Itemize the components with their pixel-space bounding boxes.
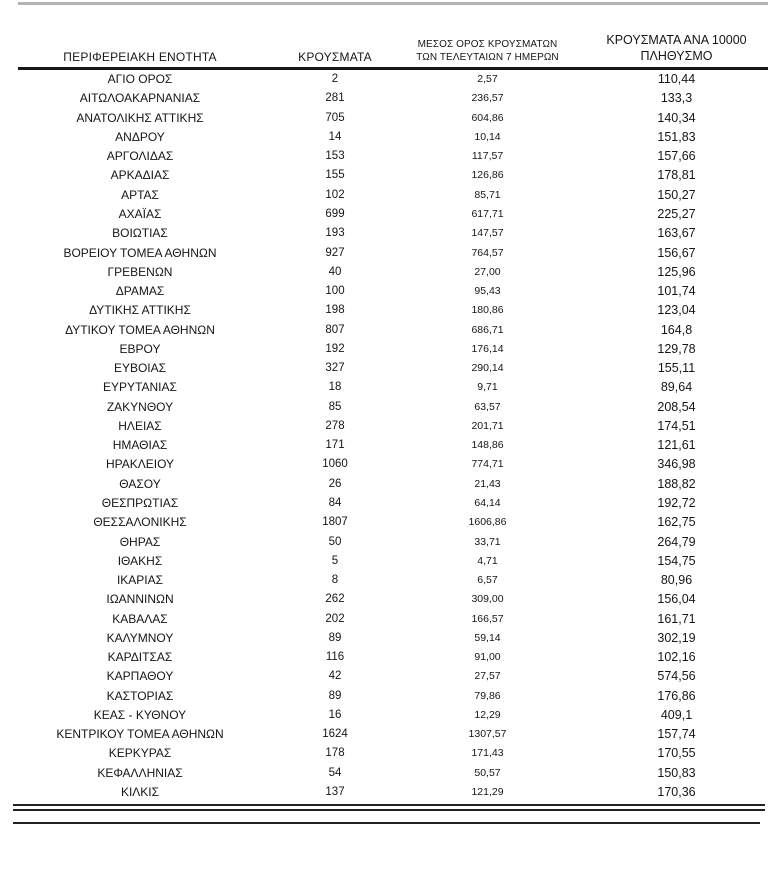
cell-avg-7day: 2,57 bbox=[477, 73, 498, 86]
cell-per-10000: 155,11 bbox=[657, 361, 696, 376]
cases-table bbox=[0, 26, 768, 802]
table-header-row bbox=[0, 26, 768, 67]
cell-per-10000: 151,83 bbox=[657, 129, 696, 144]
cell-region: ΚΕΑΣ - ΚΥΘΝΟΥ bbox=[93, 707, 187, 722]
cell-region: ΘΑΣΟΥ bbox=[119, 476, 161, 491]
cell-per-10000: 133,3 bbox=[660, 91, 693, 106]
table-row bbox=[0, 262, 768, 281]
column-header-per-10000 bbox=[585, 33, 768, 64]
cell-cases: 202 bbox=[325, 612, 345, 625]
cell-per-10000: 140,34 bbox=[657, 110, 696, 125]
cell-avg-7day: 309,00 bbox=[471, 593, 504, 606]
cell-per-10000: 80,96 bbox=[660, 573, 693, 588]
table-row bbox=[0, 416, 768, 435]
cell-region: ΗΡΑΚΛΕΙΟΥ bbox=[105, 457, 175, 472]
cell-per-10000: 574,56 bbox=[657, 669, 696, 684]
cell-avg-7day: 1606,86 bbox=[468, 516, 507, 529]
cell-avg-7day: 12,29 bbox=[474, 708, 501, 721]
cell-region: ΘΗΡΑΣ bbox=[119, 534, 161, 549]
cell-avg-7day: 290,14 bbox=[471, 362, 504, 375]
table-row bbox=[0, 127, 768, 146]
table-row bbox=[0, 532, 768, 551]
cell-cases: 137 bbox=[325, 785, 345, 798]
cell-region: ΕΥΒΟΙΑΣ bbox=[113, 361, 167, 376]
table-row bbox=[0, 436, 768, 455]
cell-cases: 18 bbox=[328, 381, 342, 394]
cell-region: ΚΕΦΑΛΛΗΝΙΑΣ bbox=[97, 765, 183, 780]
cell-cases: 102 bbox=[325, 188, 345, 201]
table-row bbox=[0, 455, 768, 474]
cell-cases: 16 bbox=[328, 708, 342, 721]
table-row bbox=[0, 204, 768, 223]
column-header-cases: ΚΡΟΥΣΜΑΤΑ bbox=[298, 50, 372, 64]
cell-per-10000: 121,61 bbox=[657, 438, 696, 453]
column-header-per-10000-line1: ΚΡΟΥΣΜΑΤΑ ΑΝΑ 10000 bbox=[606, 33, 747, 47]
table-row bbox=[0, 551, 768, 570]
cell-per-10000: 164,8 bbox=[660, 322, 693, 337]
cell-region: ΓΡΕΒΕΝΩΝ bbox=[107, 264, 173, 279]
cell-cases: 262 bbox=[325, 593, 345, 606]
cell-avg-7day: 117,57 bbox=[471, 150, 504, 163]
cell-avg-7day: 180,86 bbox=[471, 304, 504, 317]
cell-avg-7day: 148,86 bbox=[471, 439, 504, 452]
table-bottom-double-rule bbox=[13, 804, 765, 811]
cell-region: ΕΥΡΥΤΑΝΙΑΣ bbox=[103, 380, 177, 395]
cell-region: ΑΓΙΟ ΟΡΟΣ bbox=[107, 72, 173, 87]
cell-avg-7day: 50,57 bbox=[474, 766, 501, 779]
cell-cases: 705 bbox=[325, 111, 345, 124]
cell-avg-7day: 85,71 bbox=[474, 188, 501, 201]
table-row bbox=[0, 147, 768, 166]
table-row bbox=[0, 301, 768, 320]
cell-cases: 155 bbox=[325, 169, 345, 182]
table-row bbox=[0, 647, 768, 666]
cell-cases: 198 bbox=[325, 304, 345, 317]
cell-per-10000: 110,44 bbox=[657, 72, 696, 87]
table-body bbox=[0, 70, 768, 802]
cell-region: ΕΒΡΟΥ bbox=[119, 341, 161, 356]
table-row bbox=[0, 108, 768, 127]
cell-cases: 278 bbox=[325, 419, 345, 432]
cell-avg-7day: 6,57 bbox=[477, 574, 498, 587]
cell-per-10000: 178,81 bbox=[657, 168, 696, 183]
column-header-7day-average-line2: ΤΩΝ ΤΕΛΕΥΤΑΙΩΝ 7 ΗΜΕΡΩΝ bbox=[416, 52, 559, 63]
cell-cases: 192 bbox=[325, 342, 345, 355]
cell-per-10000: 101,74 bbox=[657, 284, 696, 299]
table-row bbox=[0, 763, 768, 782]
cell-per-10000: 154,75 bbox=[657, 553, 696, 568]
cell-region: ΔΥΤΙΚΗΣ ΑΤΤΙΚΗΣ bbox=[89, 303, 191, 318]
cell-cases: 281 bbox=[325, 92, 345, 105]
table-row bbox=[0, 397, 768, 416]
cell-cases: 50 bbox=[328, 535, 342, 548]
cell-region: ΑΝΑΤΟΛΙΚΗΣ ΑΤΤΙΚΗΣ bbox=[76, 110, 204, 125]
cell-cases: 5 bbox=[331, 554, 339, 567]
cell-per-10000: 264,79 bbox=[657, 534, 696, 549]
cell-cases: 1807 bbox=[322, 516, 348, 529]
cell-cases: 927 bbox=[325, 246, 345, 259]
cell-region: ΑΧΑΪΑΣ bbox=[118, 206, 162, 221]
table-row bbox=[0, 609, 768, 628]
cell-cases: 85 bbox=[328, 400, 342, 413]
cell-avg-7day: 9,71 bbox=[477, 381, 498, 394]
cell-avg-7day: 604,86 bbox=[471, 111, 504, 124]
cell-region: ΚΑΒΑΛΑΣ bbox=[112, 611, 168, 626]
cell-per-10000: 162,75 bbox=[657, 515, 696, 530]
cell-avg-7day: 63,57 bbox=[474, 400, 501, 413]
cell-avg-7day: 79,86 bbox=[474, 689, 501, 702]
cell-region: ΚΑΡΠΑΘΟΥ bbox=[106, 669, 174, 684]
cell-avg-7day: 95,43 bbox=[474, 285, 501, 298]
table-row bbox=[0, 243, 768, 262]
cell-per-10000: 150,27 bbox=[657, 187, 696, 202]
cell-per-10000: 176,86 bbox=[657, 688, 696, 703]
cell-cases: 178 bbox=[325, 747, 345, 760]
cell-avg-7day: 236,57 bbox=[471, 92, 504, 105]
cell-region: ΑΝΔΡΟΥ bbox=[115, 129, 165, 144]
cell-per-10000: 170,55 bbox=[657, 746, 696, 761]
cell-cases: 807 bbox=[325, 323, 345, 336]
cell-per-10000: 89,64 bbox=[660, 380, 693, 395]
table-row bbox=[0, 570, 768, 589]
cell-region: ΙΘΑΚΗΣ bbox=[117, 553, 163, 568]
table-row bbox=[0, 224, 768, 243]
table-row bbox=[0, 166, 768, 185]
cell-cases: 54 bbox=[328, 766, 342, 779]
cell-per-10000: 192,72 bbox=[657, 495, 696, 510]
cell-cases: 171 bbox=[325, 439, 345, 452]
cell-per-10000: 157,66 bbox=[657, 149, 696, 164]
cell-cases: 100 bbox=[325, 285, 345, 298]
cell-region: ΒΟΙΩΤΙΑΣ bbox=[112, 226, 168, 241]
cell-region: ΑΡΚΑΔΙΑΣ bbox=[110, 168, 170, 183]
cell-per-10000: 225,27 bbox=[657, 206, 696, 221]
cell-avg-7day: 64,14 bbox=[474, 496, 501, 509]
cell-per-10000: 409,1 bbox=[660, 707, 693, 722]
cell-avg-7day: 33,71 bbox=[474, 535, 501, 548]
table-row bbox=[0, 474, 768, 493]
cell-cases: 89 bbox=[328, 631, 342, 644]
table-row bbox=[0, 686, 768, 705]
cell-avg-7day: 176,14 bbox=[471, 342, 504, 355]
cell-cases: 14 bbox=[328, 130, 342, 143]
table-row bbox=[0, 320, 768, 339]
cell-per-10000: 150,83 bbox=[657, 765, 696, 780]
cell-region: ΚΑΣΤΟΡΙΑΣ bbox=[106, 688, 174, 703]
table-row bbox=[0, 89, 768, 108]
cell-avg-7day: 4,71 bbox=[477, 554, 498, 567]
cell-per-10000: 302,19 bbox=[657, 630, 696, 645]
cell-avg-7day: 10,14 bbox=[474, 130, 501, 143]
table-row bbox=[0, 705, 768, 724]
cell-cases: 153 bbox=[325, 150, 345, 163]
cell-region: ΚΕΡΚΥΡΑΣ bbox=[108, 746, 172, 761]
cell-avg-7day: 774,71 bbox=[471, 458, 504, 471]
column-header-regional-unit: ΠΕΡΙΦΕΡΕΙΑΚΗ ΕΝΟΤΗΤΑ bbox=[63, 50, 217, 64]
cell-region: ΑΙΤΩΛΟΑΚΑΡΝΑΝΙΑΣ bbox=[79, 91, 201, 106]
cell-cases: 2 bbox=[331, 73, 339, 86]
cell-per-10000: 157,74 bbox=[657, 727, 696, 742]
cell-per-10000: 346,98 bbox=[657, 457, 696, 472]
column-header-per-10000-line2: ΠΛΗΘΥΣΜΟ bbox=[640, 48, 713, 63]
cell-region: ΔΥΤΙΚΟΥ ΤΟΜΕΑ ΑΘΗΝΩΝ bbox=[65, 322, 215, 337]
table-row bbox=[0, 744, 768, 763]
cell-region: ΚΑΛΥΜΝΟΥ bbox=[106, 630, 174, 645]
cell-cases: 84 bbox=[328, 496, 342, 509]
table-row bbox=[0, 70, 768, 89]
top-divider-rule bbox=[18, 2, 768, 5]
cell-per-10000: 156,67 bbox=[657, 245, 696, 260]
table-row bbox=[0, 725, 768, 744]
cell-per-10000: 129,78 bbox=[657, 341, 696, 356]
table-row bbox=[0, 281, 768, 300]
cell-avg-7day: 686,71 bbox=[471, 323, 504, 336]
cell-per-10000: 123,04 bbox=[657, 303, 696, 318]
cell-cases: 699 bbox=[325, 207, 345, 220]
cell-cases: 89 bbox=[328, 689, 342, 702]
cell-avg-7day: 617,71 bbox=[471, 207, 504, 220]
cell-cases: 116 bbox=[325, 651, 345, 664]
table-row bbox=[0, 358, 768, 377]
cell-per-10000: 125,96 bbox=[657, 264, 696, 279]
cell-cases: 327 bbox=[325, 362, 345, 375]
cell-cases: 8 bbox=[331, 574, 339, 587]
cell-region: ΙΚΑΡΙΑΣ bbox=[116, 573, 164, 588]
bottom-divider-rule bbox=[13, 822, 760, 824]
table-row bbox=[0, 628, 768, 647]
cell-region: ΘΕΣΣΑΛΟΝΙΚΗΣ bbox=[93, 515, 187, 530]
column-header-7day-average-line1: ΜΕΣΟΣ ΟΡΟΣ ΚΡΟΥΣΜΑΤΩΝ bbox=[417, 39, 558, 50]
cell-avg-7day: 27,57 bbox=[474, 670, 501, 683]
table-row bbox=[0, 782, 768, 801]
cell-per-10000: 163,67 bbox=[657, 226, 696, 241]
cell-region: ΚΑΡΔΙΤΣΑΣ bbox=[107, 650, 173, 665]
cell-region: ΗΛΕΙΑΣ bbox=[118, 418, 162, 433]
cell-avg-7day: 59,14 bbox=[474, 631, 501, 644]
cell-per-10000: 102,16 bbox=[657, 650, 696, 665]
table-row bbox=[0, 667, 768, 686]
cell-per-10000: 161,71 bbox=[657, 611, 696, 626]
cell-region: ΗΜΑΘΙΑΣ bbox=[112, 438, 168, 453]
cell-cases: 42 bbox=[328, 670, 342, 683]
cell-region: ΖΑΚΥΝΘΟΥ bbox=[106, 399, 174, 414]
table-row bbox=[0, 185, 768, 204]
cell-per-10000: 188,82 bbox=[657, 476, 696, 491]
cell-avg-7day: 27,00 bbox=[474, 265, 501, 278]
cell-cases: 1060 bbox=[322, 458, 348, 471]
cell-region: ΚΙΛΚΙΣ bbox=[120, 784, 160, 799]
cell-region: ΒΟΡΕΙΟΥ ΤΟΜΕΑ ΑΘΗΝΩΝ bbox=[63, 245, 217, 260]
cell-region: ΑΡΤΑΣ bbox=[121, 187, 159, 202]
cell-region: ΙΩΑΝΝΙΝΩΝ bbox=[106, 592, 174, 607]
cell-avg-7day: 171,43 bbox=[471, 747, 504, 760]
cell-avg-7day: 91,00 bbox=[474, 651, 501, 664]
cell-avg-7day: 121,29 bbox=[471, 785, 504, 798]
cell-avg-7day: 147,57 bbox=[471, 227, 504, 240]
cell-cases: 193 bbox=[325, 227, 345, 240]
table-row bbox=[0, 590, 768, 609]
cell-per-10000: 170,36 bbox=[657, 784, 696, 799]
cell-per-10000: 156,04 bbox=[657, 592, 696, 607]
cell-avg-7day: 201,71 bbox=[471, 419, 504, 432]
table-row bbox=[0, 339, 768, 358]
cell-per-10000: 174,51 bbox=[657, 418, 696, 433]
cell-region: ΑΡΓΟΛΙΔΑΣ bbox=[106, 149, 174, 164]
cell-region: ΘΕΣΠΡΩΤΙΑΣ bbox=[101, 495, 179, 510]
cell-avg-7day: 1307,57 bbox=[468, 728, 507, 741]
cell-avg-7day: 166,57 bbox=[471, 612, 504, 625]
table-row bbox=[0, 493, 768, 512]
table-row bbox=[0, 378, 768, 397]
cell-avg-7day: 21,43 bbox=[474, 477, 501, 490]
cell-avg-7day: 764,57 bbox=[471, 246, 504, 259]
column-header-7day-average bbox=[390, 38, 585, 64]
cell-cases: 26 bbox=[328, 477, 342, 490]
cell-cases: 40 bbox=[328, 265, 342, 278]
cell-per-10000: 208,54 bbox=[657, 399, 696, 414]
cell-region: ΔΡΑΜΑΣ bbox=[115, 284, 165, 299]
cell-avg-7day: 126,86 bbox=[471, 169, 504, 182]
cell-region: ΚΕΝΤΡΙΚΟΥ ΤΟΜΕΑ ΑΘΗΝΩΝ bbox=[56, 727, 224, 742]
cell-cases: 1624 bbox=[322, 728, 348, 741]
table-row bbox=[0, 513, 768, 532]
